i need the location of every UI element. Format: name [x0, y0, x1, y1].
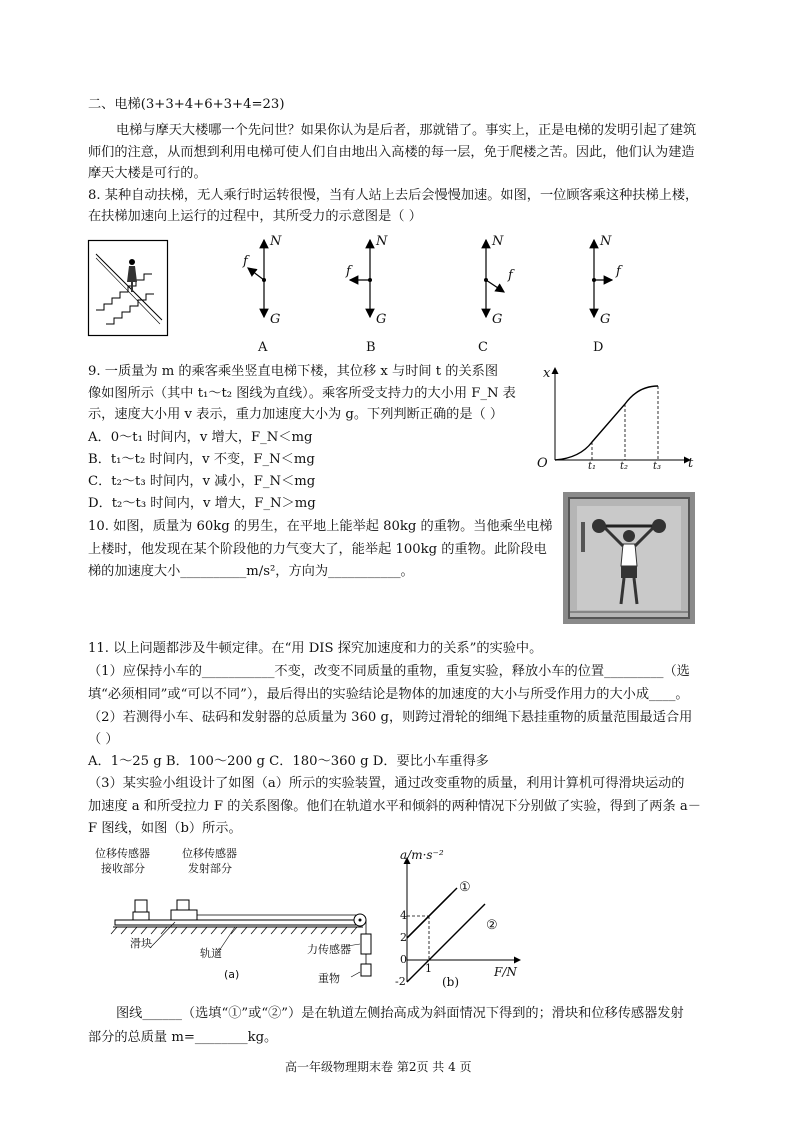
b-n-label: N: [376, 234, 388, 249]
q11-line-3: 填“必须相同”或“可以不同”），最后得出的实验结论是物体的加速度的大小与所受作用力的大小成____。: [88, 687, 689, 702]
c-n-label: N: [492, 234, 504, 249]
section-heading: 二、电梯(3+3+4+6+3+4=23): [88, 97, 285, 112]
option-b-label: B: [366, 340, 376, 355]
d-f-label: f: [616, 264, 621, 279]
label-force-sensor: 力传感器: [307, 943, 351, 956]
caption-b: (b): [442, 975, 460, 989]
apparatus-figure: [105, 852, 390, 992]
b-f-label: f: [346, 264, 351, 279]
q11-final-line-2: 部分的总质量 m=________kg。: [88, 1030, 278, 1045]
af-y-label: a/m·s⁻²: [400, 848, 444, 862]
q8-line-1: 8. 某种自动扶梯，无人乘行时运转很慢，当有人站上去后会慢慢加速。如图，一位顾客乘这种扶梯上楼，: [88, 188, 699, 203]
label-receiver-2: 接收部分: [101, 862, 145, 875]
af-x-label: F/N: [494, 965, 517, 979]
q11-line-1: 11. 以上问题都涉及牛顿定律。在“用 DIS 探究加速度和力的关系”的实验中。: [88, 641, 543, 656]
q10-line-1: 10. 如图，质量为 60kg 的男生，在平地上能举起 80kg 的重物。当他乘坐电梯: [88, 519, 553, 534]
d-g-label: G: [600, 312, 611, 327]
xt-tick-t1: t₁: [588, 461, 597, 472]
q11-line-2: （1）应保持小车的___________不变，改变不同质量的重物，重复实验，释放小车的位置_________（选: [88, 664, 690, 679]
xt-x-label: t: [688, 456, 694, 471]
q9-line-2: 像如图所示（其中 t₁～t₂ 图线为直线）。乘客所受支持力的大小用 F_N 表: [88, 386, 516, 401]
af-line-2-label: ②: [486, 918, 498, 933]
q11-final-line-1: 图线______（选填“①”或“②”）是在轨道左侧抬高成为斜面情况下得到的；滑块和位移传感器发射: [116, 1006, 684, 1021]
af-tick-2: 2: [400, 931, 407, 944]
xt-tick-t3: t₃: [653, 461, 662, 472]
q9-choice-b: B．t₁～t₂ 时间内，v 不变，F_N＜mg: [88, 452, 315, 467]
q11-line-7: （3）某实验小组设计了如图（a）所示的实验装置，通过改变重物的质量，利用计算机可得滑块运动的: [88, 776, 685, 791]
page-footer: 高一年级物理期末卷 第2页 共 4 页: [285, 1060, 472, 1074]
b-g-label: G: [376, 312, 387, 327]
d-n-label: N: [600, 234, 612, 249]
xt-origin: O: [537, 456, 548, 471]
label-transmitter-2: 发射部分: [188, 862, 232, 875]
a-n-label: N: [270, 234, 282, 249]
q11-line-8: 加速度 a 和所受拉力 F 的关系图像。他们在轨道水平和倾斜的两种情况下分别做了实验，得到了两条 a－: [88, 799, 701, 814]
af-tick-neg2: -2: [395, 975, 406, 988]
a-f-label: f: [243, 254, 248, 269]
q8-line-2: 在扶梯加速向上运行的过程中，其所受力的示意图是（ ）: [88, 209, 422, 224]
q11-line-6: A．1～25 g B．100～200 g C．180～360 g D．要比小车重得多: [88, 754, 489, 769]
q9-choice-c: C．t₂～t₃ 时间内，v 减小，F_N＜mg: [88, 474, 316, 489]
option-d-label: D: [593, 340, 604, 355]
label-weight: 重物: [318, 972, 340, 985]
label-transmitter-1: 位移传感器: [182, 847, 237, 860]
force-diagram-c: [484, 240, 504, 317]
label-slider: 滑块: [130, 937, 152, 950]
q10-line-2: 上楼时，他发现在某个阶段他的力气变大了，能举起 100kg 的重物。此阶段电: [88, 542, 547, 557]
force-diagrams: [232, 232, 612, 354]
force-diagram-b: [350, 240, 372, 317]
escalator-figure: [88, 240, 168, 336]
force-diagram-d: [592, 240, 612, 317]
q9-line-3: 示，速度大小用 v 表示，重力加速度大小为 g。下列判断正确的是（ ）: [88, 407, 504, 422]
af-tick-x1: 1: [425, 962, 432, 975]
q11-line-4: （2）若测得小车、砝码和发射器的总质量为 360 g，则跨过滑轮的细绳下悬挂重物的质量范围最适合用: [88, 710, 693, 725]
af-tick-0: 0: [400, 953, 407, 966]
label-receiver-1: 位移传感器: [95, 847, 150, 860]
a-g-label: G: [270, 312, 281, 327]
caption-a: (a): [224, 968, 240, 981]
c-g-label: G: [492, 312, 503, 327]
xt-y-label: x: [543, 366, 551, 381]
q9-choice-a: A．0～t₁ 时间内，v 增大，F_N＜mg: [88, 430, 313, 445]
q9-line-1: 9. 一质量为 m 的乘客乘坐竖直电梯下楼，其位移 x 与时间 t 的关系图: [88, 364, 499, 379]
option-c-label: C: [478, 340, 488, 355]
label-track: 轨道: [200, 947, 222, 960]
intro-line-1: 电梯与摩天大楼哪一个先问世？如果你认为是后者，那就错了。事实上，正是电梯的发明引起了建筑: [116, 123, 697, 138]
option-a-label: A: [258, 340, 268, 355]
intro-line-3: 摩天大楼是可行的。: [88, 166, 207, 181]
q10-line-3: 梯的加速度大小__________m/s²，方向为___________。: [88, 564, 414, 579]
q11-line-9: F 图线，如图（b）所示。: [88, 821, 242, 836]
intro-line-2: 师们的注意，从而想到利用电梯可使人们自由地出入高楼的每一层，免于爬楼之苦。因此，他们认为建造: [88, 145, 695, 160]
xt-tick-t2: t₂: [620, 461, 629, 472]
af-tick-4: 4: [400, 909, 407, 922]
force-diagram-a: [248, 240, 266, 317]
af-line-1-label: ①: [459, 880, 471, 895]
q9-choice-d: D．t₂～t₃ 时间内，v 增大，F_N＞mg: [88, 496, 316, 511]
c-f-label: f: [508, 268, 513, 283]
q11-line-5: （ ）: [88, 732, 119, 747]
elevator-photo: [563, 492, 695, 624]
xt-graph: [530, 362, 700, 472]
